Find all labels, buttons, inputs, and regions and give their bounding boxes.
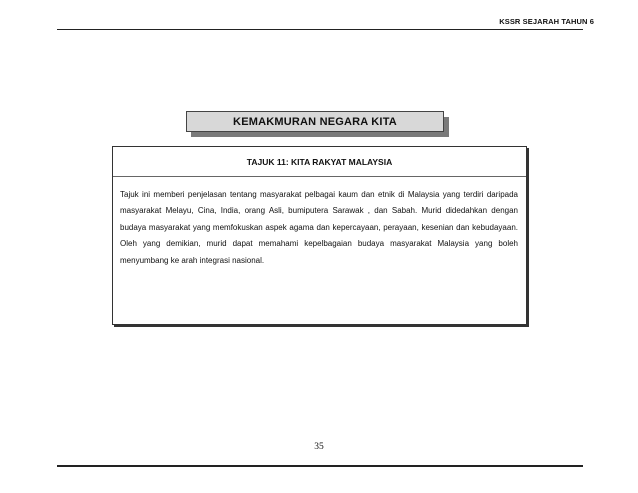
header-rule	[57, 29, 583, 30]
topic-box	[112, 146, 527, 325]
section-banner-title: KEMAKMURAN NEGARA KITA	[233, 115, 397, 128]
section-banner	[186, 111, 444, 132]
topic-title	[113, 147, 526, 177]
topic-description: Tajuk ini memberi penjelasan tentang masyarakat pelbagai kaum dan etnik di Malaysia yang terdiri daripada masyarakat Melayu, Cina, India, orang Asli, bumiputera Sarawak , dan Sabah. Murid didedahkan dengan budaya masyarakat yang memfokuskan aspek agama dan kepercayaan, perayaan, kesenian dan kebudayaan. Oleh yang demikian, murid dapat memahami kepelbagaian budaya masyarakat Malaysia yang boleh menyumbang ke arah integrasi nasional.	[120, 190, 518, 265]
running-header: KSSR SEJARAH TAHUN 6	[499, 17, 594, 26]
footer-rule	[57, 465, 583, 467]
page-number: 35	[314, 442, 324, 452]
topic-title-text: TAJUK 11: KITA RAKYAT MALAYSIA	[246, 156, 393, 167]
